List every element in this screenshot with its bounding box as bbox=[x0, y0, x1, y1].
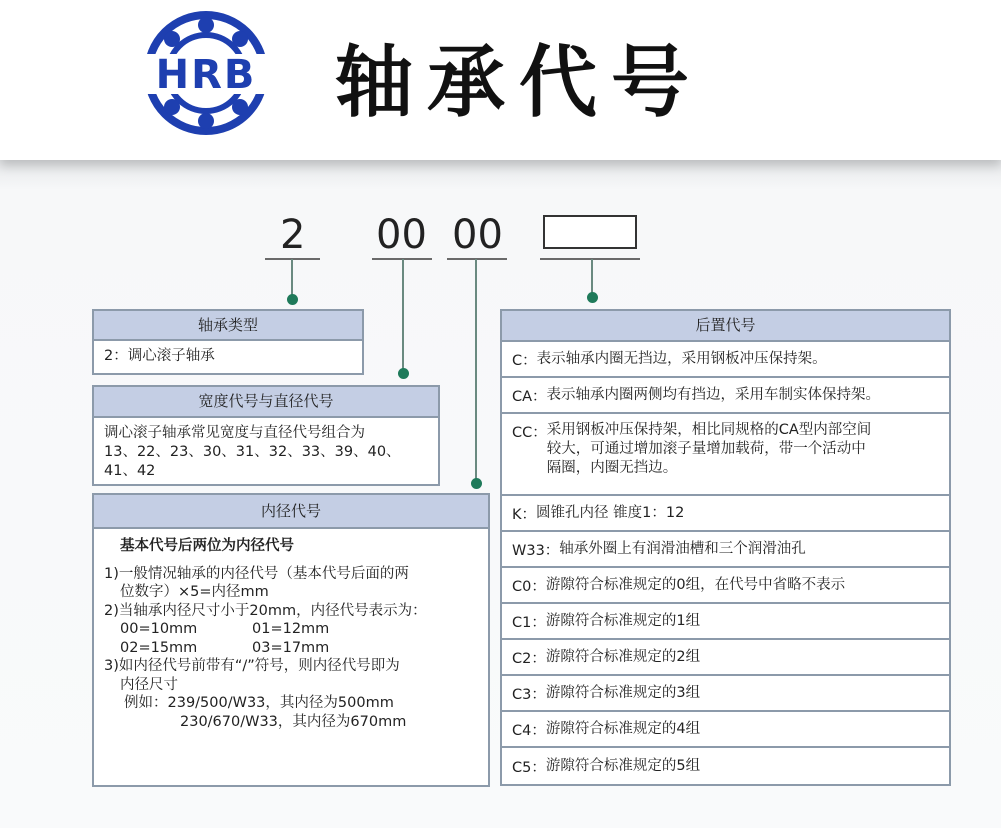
suffix-code: W33： bbox=[512, 542, 560, 559]
suffix-code: C0： bbox=[512, 578, 546, 595]
suffix-row bbox=[502, 604, 949, 640]
suffix-text bbox=[547, 421, 872, 478]
suffix-text bbox=[536, 504, 684, 523]
bore-pair-row bbox=[104, 620, 476, 639]
connector-dot-width-dia bbox=[398, 368, 409, 379]
suffix-text-line: 游隙符合标准规定的3组 bbox=[545, 684, 701, 701]
suffix-text-line: 表示轴承内圈两侧均有挡边，采用车制实体保持架。 bbox=[546, 386, 881, 403]
bore-item-3-cont: 内径尺寸 bbox=[120, 676, 178, 693]
suffix-row bbox=[502, 378, 949, 414]
suffix-text-line: 表示轴承内圈无挡边，采用钢板冲压保持架。 bbox=[536, 350, 827, 367]
bore-item-1: 1)一般情况轴承的内径代号（基本代号后面的两 bbox=[104, 565, 409, 582]
suffix-text-line: 游隙符合标准规定的2组 bbox=[545, 648, 701, 665]
bore-panel bbox=[92, 493, 490, 787]
suffix-code: C4： bbox=[512, 722, 546, 739]
suffix-text bbox=[546, 648, 700, 667]
bearing-type-panel bbox=[92, 309, 364, 375]
connector-type bbox=[291, 259, 293, 299]
code-suffix-box bbox=[543, 215, 637, 249]
suffix-text bbox=[546, 612, 700, 631]
suffix-row bbox=[502, 414, 949, 496]
suffix-code: C2： bbox=[512, 650, 546, 667]
bore-pair: 01=12mm bbox=[252, 621, 330, 637]
connector-dot-suffix bbox=[587, 292, 598, 303]
suffix-text-line: 隔圈，内圈无挡边。 bbox=[546, 460, 678, 476]
suffix-code: C3： bbox=[512, 686, 546, 703]
suffix-text bbox=[559, 540, 806, 559]
suffix-row bbox=[502, 676, 949, 712]
suffix-text-line: 游隙符合标准规定的1组 bbox=[545, 612, 701, 629]
suffix-rows bbox=[502, 342, 949, 784]
suffix-text bbox=[547, 386, 881, 405]
connector-dot-bore bbox=[471, 478, 482, 489]
suffix-row bbox=[502, 496, 949, 532]
bore-title: 内径代号 bbox=[94, 495, 488, 529]
suffix-text-line: 采用钢板冲压保持架，相比同规格的CA型内部空间 bbox=[546, 422, 872, 438]
bore-pair-row bbox=[104, 639, 476, 658]
suffix-row bbox=[502, 748, 949, 784]
bore-subtitle: 基本代号后两位为内径代号 bbox=[120, 538, 294, 554]
suffix-row bbox=[502, 568, 949, 604]
suffix-text-line: 游隙符合标准规定的4组 bbox=[545, 720, 701, 737]
bore-pair: 00=10mm bbox=[120, 621, 198, 637]
bore-item-3: 3)如内径代号前带有“/”符号，则内径代号即为 bbox=[104, 658, 400, 674]
bore-pair: 02=15mm bbox=[120, 639, 198, 656]
suffix-panel bbox=[500, 309, 951, 786]
suffix-text bbox=[546, 684, 700, 703]
suffix-title: 后置代号 bbox=[502, 311, 949, 342]
connector-width-dia bbox=[402, 259, 404, 373]
width-dia-panel bbox=[92, 385, 440, 486]
suffix-text bbox=[546, 576, 845, 595]
suffix-row bbox=[502, 532, 949, 568]
width-dia-line: 41、42 bbox=[104, 463, 156, 479]
bearing-type-body: 2：调心滚子轴承 bbox=[104, 348, 215, 364]
hrb-logo-icon bbox=[124, 8, 289, 138]
suffix-text bbox=[546, 757, 700, 776]
suffix-code: C： bbox=[512, 352, 537, 369]
underline-suffix bbox=[540, 258, 640, 260]
page-title: 轴承代号 bbox=[335, 38, 704, 128]
header bbox=[0, 0, 1001, 160]
bore-pair: 03=17mm bbox=[252, 639, 330, 656]
suffix-code: CA： bbox=[512, 388, 547, 405]
connector-dot-type bbox=[287, 294, 298, 305]
width-dia-line: 调心滚子轴承常见宽度与直径代号组合为 bbox=[104, 425, 365, 441]
code-type: 2 bbox=[280, 212, 306, 258]
suffix-text-line: 游隙符合标准规定的0组，在代号中省略不表示 bbox=[545, 576, 846, 593]
width-dia-line: 13、22、23、30、31、32、33、39、40、 bbox=[104, 444, 401, 460]
suffix-text-line: 游隙符合标准规定的5组 bbox=[545, 757, 701, 774]
suffix-code: CC： bbox=[512, 425, 547, 441]
code-bore: 00 bbox=[452, 212, 503, 258]
suffix-row bbox=[502, 640, 949, 676]
connector-bore bbox=[475, 259, 477, 483]
suffix-row bbox=[502, 712, 949, 748]
suffix-code: K： bbox=[512, 506, 537, 523]
suffix-text bbox=[546, 720, 700, 739]
bore-item-1-cont: 位数字）×5=内径mm bbox=[120, 584, 269, 600]
logo-text: HRB bbox=[155, 52, 257, 98]
suffix-text-line: 轴承外圈上有润滑油槽和三个润滑油孔 bbox=[559, 540, 806, 557]
bearing-type-title: 轴承类型 bbox=[94, 311, 362, 341]
suffix-text-line: 较大，可通过增加滚子量增加载荷，带一个活动中 bbox=[546, 441, 866, 457]
suffix-text-line: 圆锥孔内径 锥度1：12 bbox=[536, 504, 685, 521]
code-width-dia: 00 bbox=[376, 212, 427, 258]
suffix-code: C1： bbox=[512, 614, 546, 631]
suffix-code: C5： bbox=[512, 759, 546, 776]
underline-bore bbox=[447, 258, 507, 260]
width-dia-title: 宽度代号与直径代号 bbox=[94, 387, 438, 418]
suffix-row bbox=[502, 342, 949, 378]
suffix-text bbox=[537, 350, 827, 369]
bore-example: 230/670/W33，其内径为670mm bbox=[180, 713, 407, 730]
bore-item-2: 2)当轴承内径尺寸小于20mm，内径代号表示为： bbox=[104, 602, 427, 619]
bore-example: 例如：239/500/W33，其内径为500mm bbox=[124, 695, 394, 711]
